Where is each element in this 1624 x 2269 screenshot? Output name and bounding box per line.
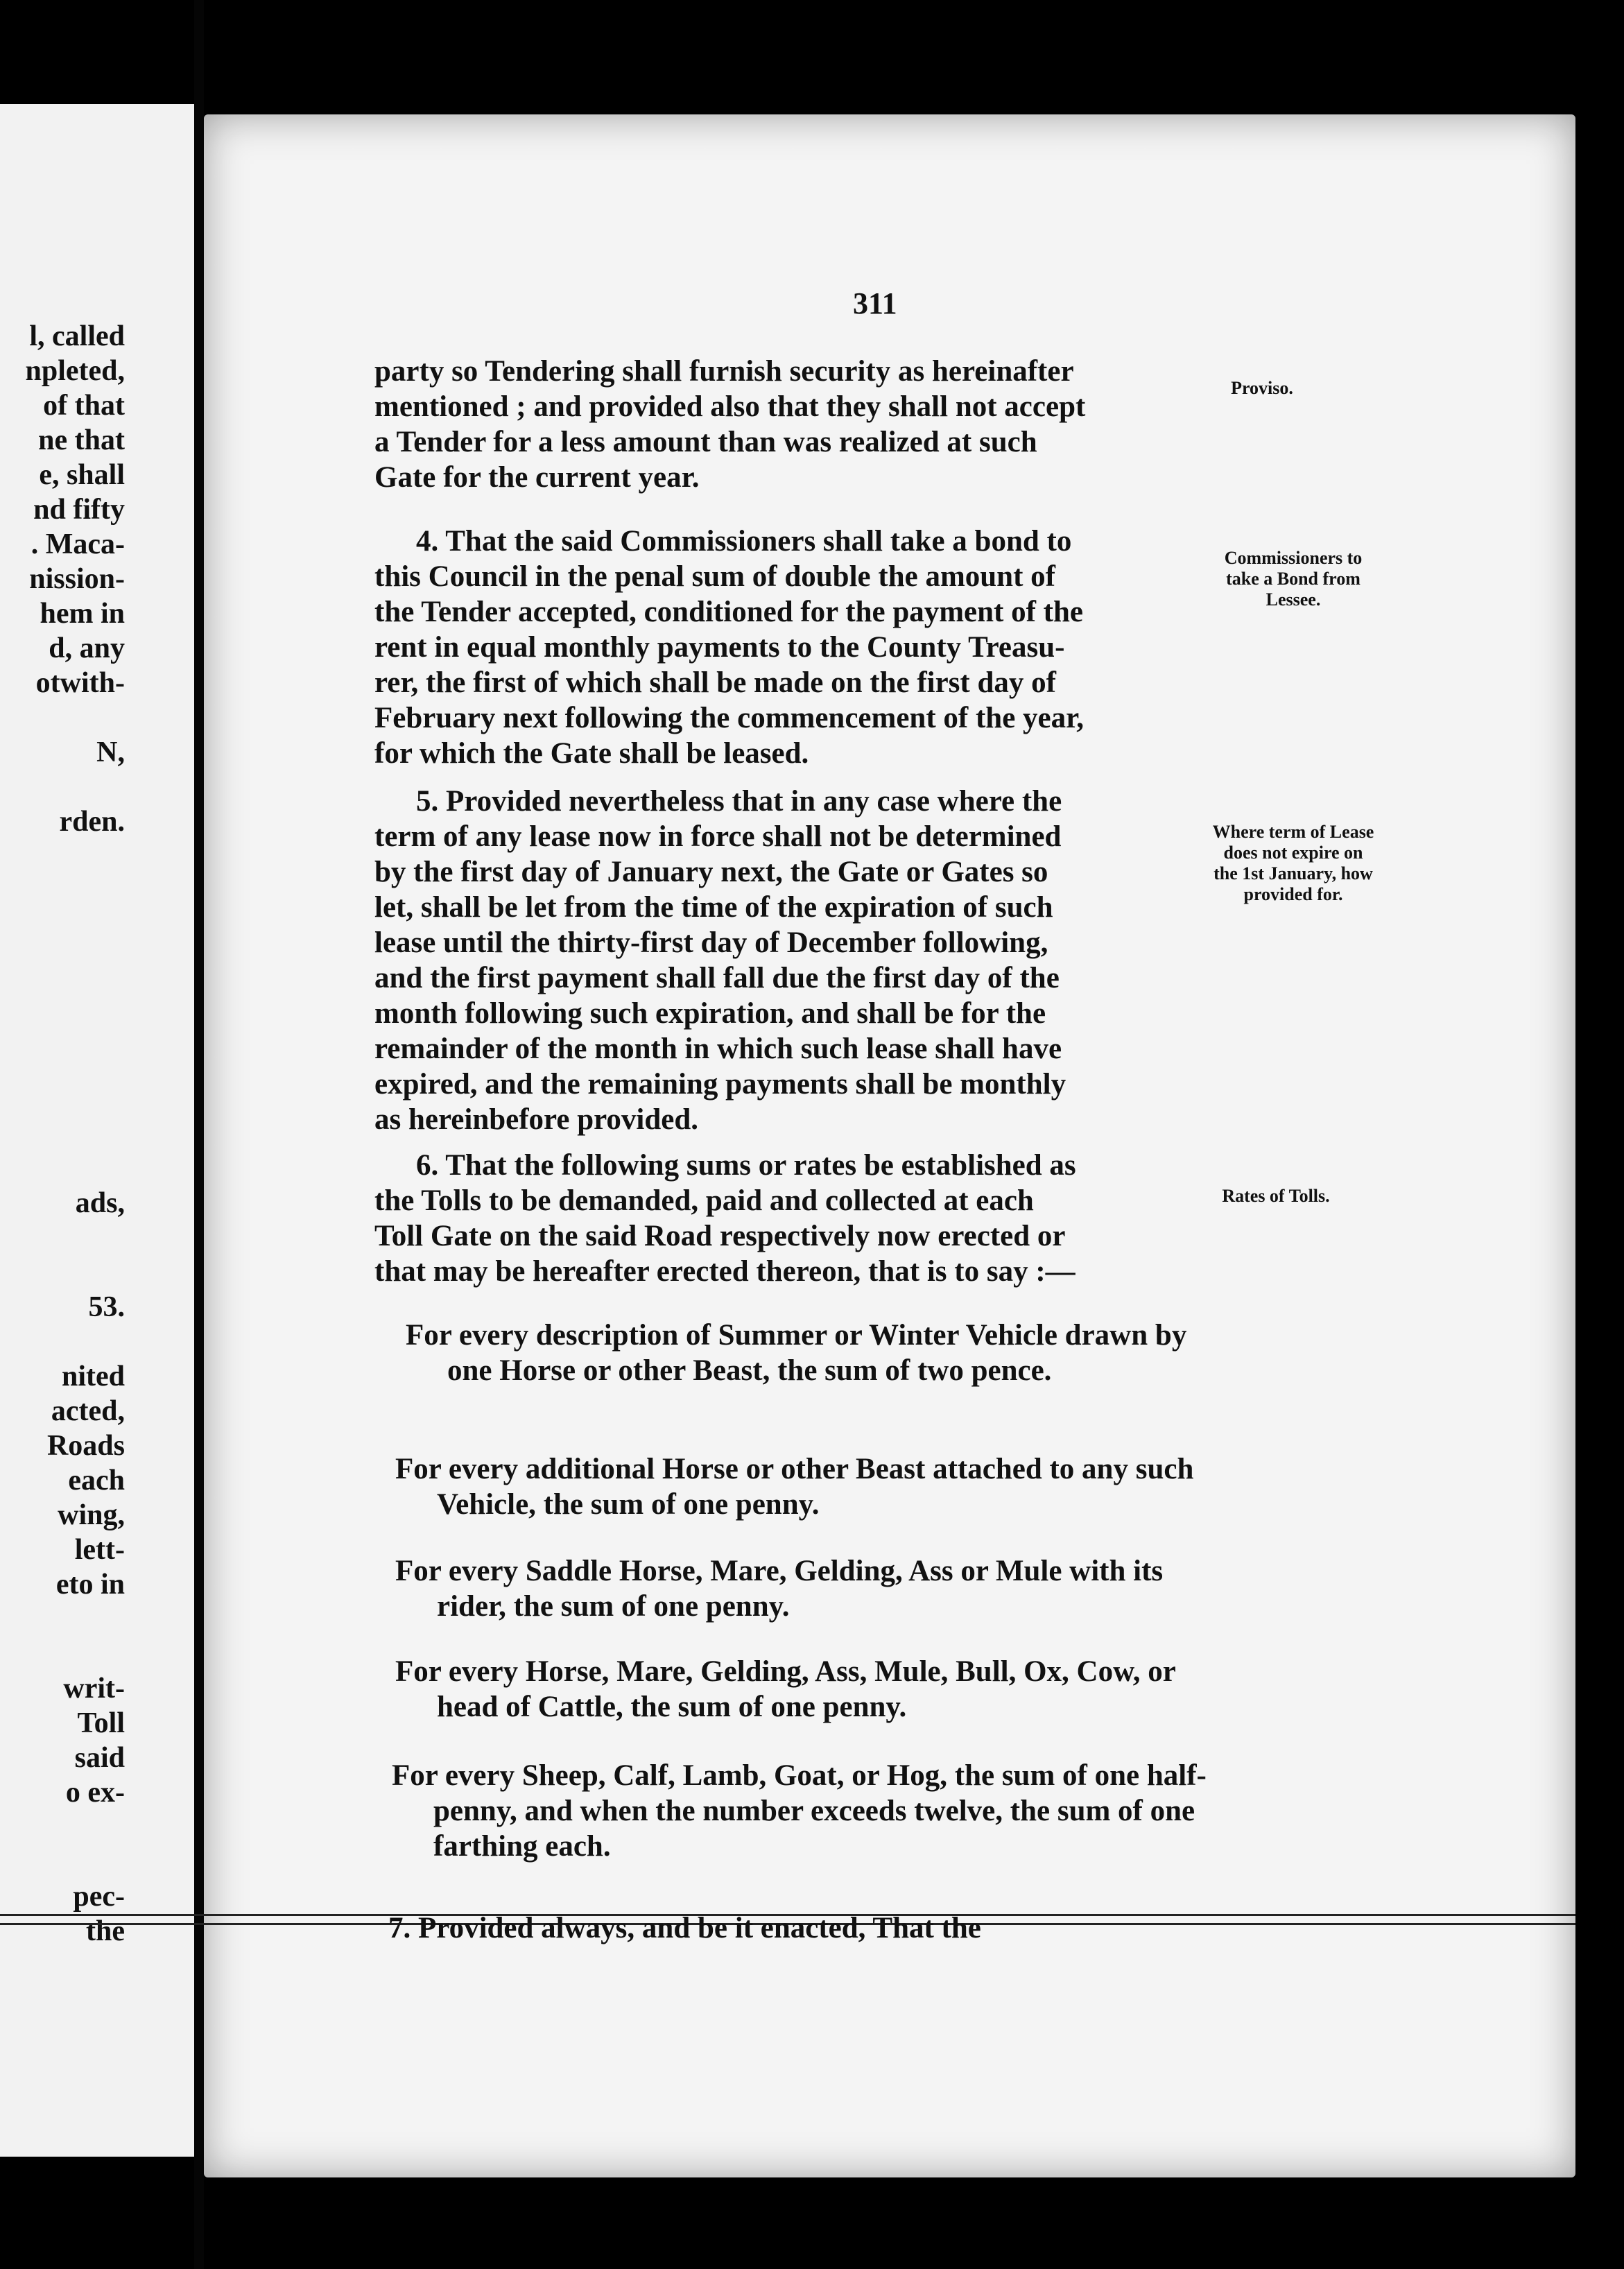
section-4-line: 4. That the said Commissioners shall take a bond to bbox=[416, 525, 1072, 558]
left-fragment-line bbox=[0, 1637, 125, 1671]
section-6-line: 6. That the following sums or rates be established as bbox=[416, 1149, 1076, 1182]
section-5-line: as hereinbefore provided. bbox=[374, 1103, 699, 1136]
left-fragment-line bbox=[0, 943, 125, 978]
left-fragment-line bbox=[0, 839, 125, 874]
section-6-line: that may be hereafter erected thereon, that is to say :— bbox=[374, 1255, 1076, 1288]
margin-note-lease-term: Where term of Lease does not expire on the 1st January, how provided for. bbox=[1212, 822, 1374, 904]
section-5-line: 5. Provided nevertheless that in any case where the bbox=[416, 785, 1062, 818]
section-5-line: remainder of the month in which such lease shall have bbox=[374, 1033, 1062, 1065]
left-fragment-line: ne that bbox=[38, 424, 125, 456]
section-6 bbox=[374, 1148, 1200, 1289]
section-5-line: and the first payment shall fall due the first day of the bbox=[374, 962, 1060, 994]
section-4 bbox=[374, 524, 1200, 771]
left-fragment-line: nited bbox=[61, 1361, 125, 1392]
left-fragment-line bbox=[0, 1602, 125, 1637]
left-fragment-line: said bbox=[74, 1742, 125, 1774]
intro-line: mentioned ; and provided also that they shall not accept bbox=[374, 390, 1086, 423]
section-4-line: rer, the first of which shall be made on the first day of bbox=[374, 666, 1056, 699]
page-number: 311 bbox=[853, 286, 897, 320]
left-fragment-line: each bbox=[68, 1465, 125, 1496]
margin-note-proviso: Proviso. bbox=[1231, 378, 1293, 398]
left-fragment-line: of that bbox=[43, 390, 125, 422]
left-fragment-line: rden. bbox=[59, 806, 125, 838]
left-fragment-line: d, any bbox=[49, 632, 125, 664]
section-4-line: rent in equal monthly payments to the County Treasu- bbox=[374, 631, 1065, 664]
left-fragment-line: Roads bbox=[46, 1430, 125, 1462]
section-5-line: let, shall be let from the time of the expiration of such bbox=[374, 891, 1053, 924]
left-fragment-line: N, bbox=[96, 736, 125, 768]
toll-item: For every Sheep, Calf, Lamb, Goat, or Hog, the sum of one half-penny, and when the number exceeds twelve, the sum of one farthing each. bbox=[392, 1759, 1207, 1863]
section-4-line: this Council in the penal sum of double the amount of bbox=[374, 560, 1055, 593]
left-fragment-line: acted, bbox=[51, 1395, 125, 1427]
toll-item: For every Horse, Mare, Gelding, Ass, Mule, Bull, Ox, Cow, or head of Cattle, the sum of one penny. bbox=[395, 1655, 1176, 1723]
section-5-line: month following such expiration, and shall be for the bbox=[374, 997, 1046, 1030]
left-fragment-line: pec- bbox=[73, 1881, 125, 1913]
left-fragment-line: wing, bbox=[58, 1499, 125, 1531]
left-fragment-line bbox=[0, 1845, 125, 1879]
section-7-line: 7. Provided always, and be it enacted, That the bbox=[388, 1912, 981, 1944]
intro-paragraph bbox=[374, 354, 1200, 495]
left-fragment-line bbox=[0, 908, 125, 943]
left-fragment-line: ads, bbox=[75, 1187, 125, 1219]
left-fragment-line bbox=[0, 1082, 125, 1116]
left-fragment-line: nd fifty bbox=[33, 494, 125, 526]
toll-item: For every additional Horse or other Beast attached to any such Vehicle, the sum of one penny. bbox=[395, 1453, 1194, 1521]
left-fragment-line: lett- bbox=[74, 1534, 125, 1566]
section-6-line: the Tolls to be demanded, paid and collected at each bbox=[374, 1184, 1034, 1217]
left-fragment-line bbox=[0, 1325, 125, 1359]
margin-note-bond: Commissioners to take a Bond from Lessee. bbox=[1224, 548, 1363, 610]
toll-item: For every Saddle Horse, Mare, Gelding, Ass or Mule with its rider, the sum of one penny. bbox=[395, 1555, 1164, 1623]
left-fragment-line bbox=[0, 1116, 125, 1151]
left-fragment-line: l, called bbox=[29, 320, 125, 352]
left-fragment-line: . Maca- bbox=[31, 528, 125, 560]
left-fragment-line bbox=[0, 1012, 125, 1047]
left-fragment-line bbox=[0, 770, 125, 804]
left-fragment-line: o ex- bbox=[65, 1777, 125, 1809]
left-fragment-line bbox=[0, 874, 125, 908]
intro-line: party so Tendering shall furnish security as hereinafter bbox=[374, 355, 1074, 388]
intro-line: Gate for the current year. bbox=[374, 461, 700, 494]
left-fragment-line bbox=[0, 1220, 125, 1255]
section-4-line: the Tender accepted, conditioned for the payment of the bbox=[374, 596, 1084, 628]
book-gutter bbox=[194, 0, 204, 2269]
left-fragment-line: npleted, bbox=[25, 355, 125, 387]
left-fragment-line: e, shall bbox=[39, 459, 125, 491]
toll-item: For every description of Summer or Winter Vehicle drawn by one Horse or other Beast, the sum of two pence. bbox=[406, 1319, 1187, 1387]
left-fragment-line: the bbox=[86, 1915, 125, 1947]
left-fragment-line: 53. bbox=[88, 1291, 125, 1323]
section-4-line: for which the Gate shall be leased. bbox=[374, 737, 809, 770]
left-fragment-line: writ- bbox=[63, 1673, 125, 1705]
left-fragment-line bbox=[0, 1255, 125, 1290]
section-6-line: Toll Gate on the said Road respectively now erected or bbox=[374, 1220, 1066, 1252]
left-fragment-line: hem in bbox=[40, 598, 125, 630]
left-fragment-line bbox=[0, 1047, 125, 1082]
margin-note-rates: Rates of Tolls. bbox=[1222, 1186, 1330, 1206]
section-5-line: lease until the thirty-first day of December following, bbox=[374, 926, 1048, 959]
intro-line: a Tender for a less amount than was realized at such bbox=[374, 426, 1037, 458]
left-fragment-line: otwith- bbox=[35, 667, 125, 699]
left-fragment-line: nission- bbox=[29, 563, 125, 595]
section-5-line: by the first day of January next, the Gate or Gates so bbox=[374, 856, 1048, 888]
left-fragment-line: eto in bbox=[55, 1569, 125, 1601]
left-fragment-line bbox=[0, 978, 125, 1012]
left-fragment-line: Toll bbox=[77, 1707, 125, 1739]
section-5-line: expired, and the remaining payments shall be monthly bbox=[374, 1068, 1066, 1101]
left-column-fragments bbox=[0, 319, 125, 1949]
left-fragment-line bbox=[0, 1151, 125, 1186]
section-5 bbox=[374, 784, 1200, 1137]
left-fragment-line bbox=[0, 700, 125, 735]
section-4-line: February next following the commencement of the year, bbox=[374, 702, 1085, 734]
left-fragment-line bbox=[0, 1810, 125, 1845]
section-5-line: term of any lease now in force shall not be determined bbox=[374, 820, 1062, 853]
